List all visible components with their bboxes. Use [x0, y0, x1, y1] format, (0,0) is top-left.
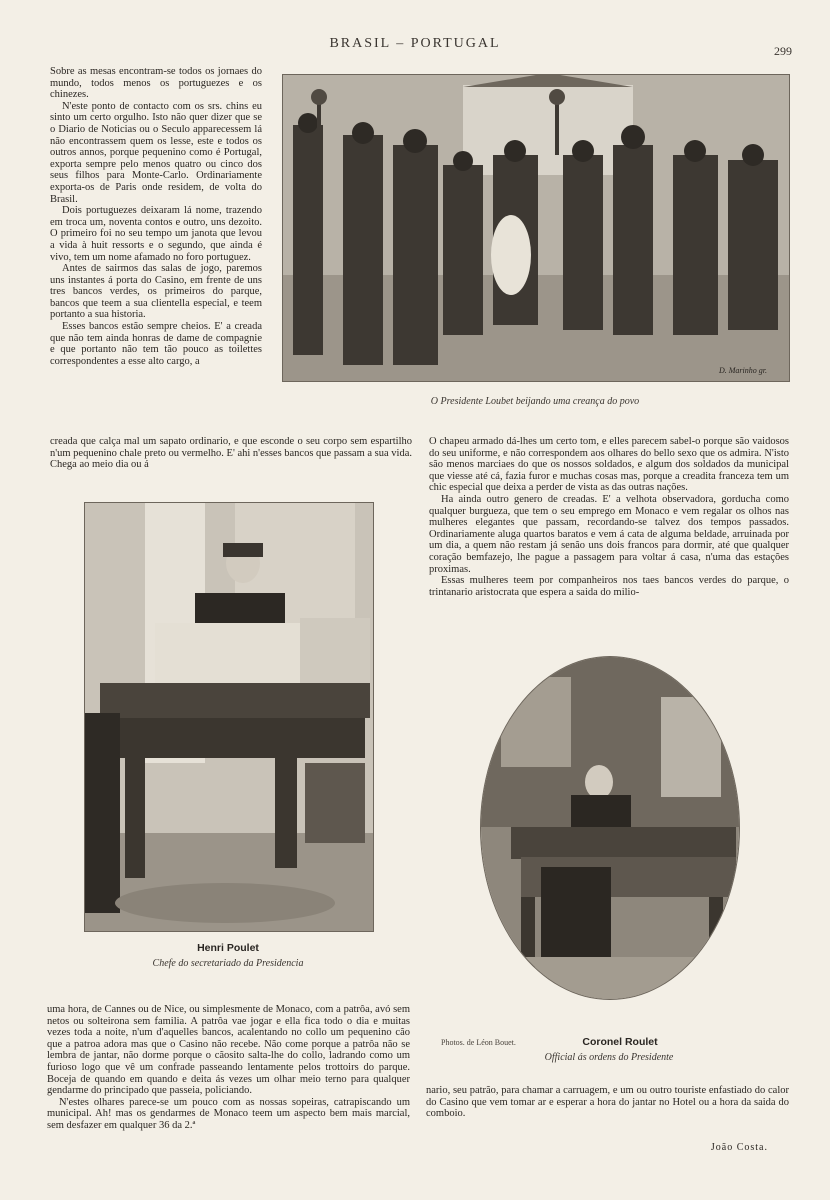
paragraph: Esses bancos estão sempre cheios. E' a creada que não tem ainda honras de dame de compagnie e que portanto não tem tão pouco as toilettes correspondentes a esse alto cargo, a: [50, 321, 262, 367]
running-header: BRASIL – PORTUGAL: [329, 36, 501, 51]
photo-credit: Photos. de Léon Bouet.: [441, 1038, 516, 1047]
page-number: 299: [774, 44, 792, 58]
paragraph: nario, seu patrão, para chamar a carruagem, e um ou outro touriste enfastiado do calor do Casino que vem tomar ar e esperar a hora do jantar no Hotel ou a hora da saida do comboio.: [426, 1085, 789, 1120]
paragraph: Essas mulheres teem por companheiros nos taes bancos verdes do parque, o trintanario aristocrata que espera a saida do milio-: [429, 575, 789, 598]
paragraph: N'este ponto de contacto com os srs. chins eu sinto um certo orgulho. Isto não quer dizer que se o Diario de Noticias ou o Seculo apparecessem lá não encontrassem quem os lesse, este e todos os outros annos, porque pequenino como é Portugal, exporta sempre pelo menos quatro ou cinco dos seus filhos para Monte-Carlo. Ordinariamente exporta-os de Paris onde residem, de volta do Brasil.: [50, 100, 262, 205]
photo-name-henri-poulet: Henri Poulet: [197, 942, 259, 954]
paragraph: Ha ainda outro genero de creadas. E' a velhota observadora, gorducha como qualquer burgueza, que tem o seu emprego em Monaco e vem regalar os olhos nas mulheres elegantes que passam, recordando-se talvez dos tempos passados. Ordinariamente aluga quartos baratos e vem á cata de alguma beldade, arruinada por um dia, a quem não restam já senão uns dois francos para dormir, até que qualquer coração bemfazejo, lhe pague a passagem para voltar á casa, n'uma das estações proximas.: [429, 493, 789, 575]
engraver-signature: D. Marinho gr.: [718, 366, 767, 375]
photo-caption-henri-poulet: Chefe do secretariado da Presidencia: [152, 958, 304, 969]
photo-president-loubet: [282, 74, 790, 382]
article-column-bottom-right: [426, 1085, 789, 1120]
paragraph: uma hora, de Cannes ou de Nice, ou simplesmente de Monaco, com a patrôa, avó sem netos ou solteirona sem familia. A patrôa vae jogar e ella fica todo o dia e muitas vezes toda a noite, n'um d'aquelles bancos, acalentando no collo um pequenino cão que a patroa adora mas que o Casino não recebe. Não come porque a patrôa não se lembra de jantar, não dorme porque o cãosito salta-lhe do collo, ladrando como um furioso logo que vê um confrade passeando lentamente pelos trottoirs do parque. Boceja de quando em quando e deita ás vezes um olhar meio terno para qualquer gendarme do principado que passeia, policiando.: [47, 1004, 410, 1097]
photo-illustration: [85, 503, 373, 931]
article-column-right: [429, 436, 789, 598]
article-wide-line: [50, 436, 412, 471]
paragraph: N'estes olhares parece-se um pouco com as nossas sopeiras, catrapiscando um municipal. Ah! mas os gendarmes de Monaco teem um aspecto bem mais marcial, sem desfazer em qualquer 36 da 2.ª: [47, 1096, 410, 1131]
paragraph: Dois portuguezes deixaram lá nome, trazendo em troca um, noventa contos e outro, uns dezoito. O primeiro foi no seu tempo um janota que levou a vida à huit ressorts e o segundo, que ainda é vivo, tem um nome afamado no foro portuguez.: [50, 205, 262, 263]
photo-coronel-roulet: [480, 656, 740, 1000]
photo-illustration: [481, 657, 739, 999]
author-signature: João Costa.: [710, 1142, 768, 1153]
paragraph: Sobre as mesas encontram-se todos os jornaes do mundo, todos menos os portuguezes e os chinezes.: [50, 66, 262, 101]
article-column-bottom-left: [47, 1004, 410, 1132]
paragraph: O chapeu armado dá-lhes um certo tom, e elles parecem sabel-o porque são vaidosos do seu uniforme, e não correspondem aos olhares do bello sexo que os admira. N'isto são menos marciaes do que os nossos soldados, e algum dos soldados da municipal que viesse até cá, fazia furor e muchas cosas mas, porque a creadita franceza tem um chic especial que deixa a perder de vista as das outras nações.: [429, 436, 789, 494]
photo-illustration: [283, 75, 789, 381]
photo-caption-coronel-roulet: Official ás ordens do Presidente: [544, 1052, 674, 1063]
article-column-top-left: [50, 66, 262, 367]
paragraph: Antes de sairmos das salas de jogo, paremos uns instantes á porta do Casino, em frente de uns tres bancos verdes, os primeiros do parque, bancos que teem a sua clientella especial, e teem portanto a sua historia.: [50, 263, 262, 321]
photo-caption-top: O Presidente Loubet beijando uma creança do povo: [430, 396, 640, 407]
paragraph: creada que calça mal um sapato ordinario, e que esconde o seu corpo sem espartilho n'um pequenino chale preto ou vermelho. E' ahi n'esses bancos que passam a sua vida. Chega ao meio dia ou á: [50, 436, 412, 471]
photo-henri-poulet: [84, 502, 374, 932]
photo-name-coronel-roulet: Coronel Roulet: [582, 1036, 658, 1048]
